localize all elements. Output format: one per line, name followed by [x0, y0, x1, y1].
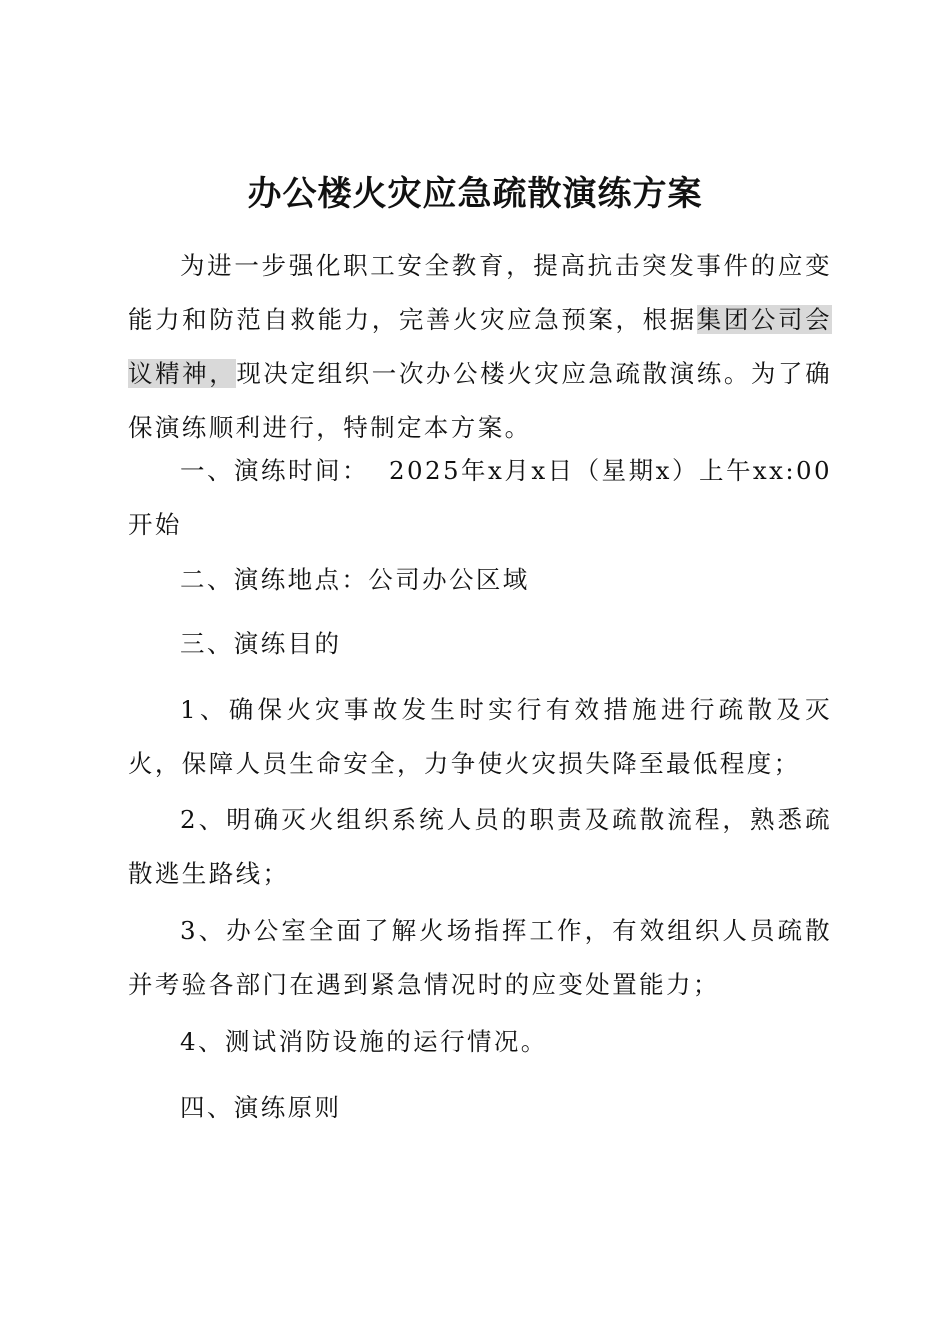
purpose-item: 4、测试消防设施的运行情况。 — [180, 1027, 548, 1056]
section-time — [128, 444, 832, 552]
purpose-item: 3、办公室全面了解火场指挥工作，有效组织人员疏散并考验各部门在遇到紧急情况时的应变处置能力； — [128, 916, 832, 999]
intro-text-before: 为进一步强化职工安全教育，提高抗击突发事件的应变能力和防范自救能力，完善火灾应急预案，根据 — [128, 251, 832, 334]
section-purpose-heading: 三、演练目的 — [180, 629, 342, 658]
intro-paragraph — [128, 239, 832, 455]
intro-text-after: 现决定组织一次办公楼火灾应急疏散演练。为了确保演练顺利进行，特制定本方案。 — [128, 359, 832, 442]
purpose-item: 1、确保火灾事故发生时实行有效措施进行疏散及灭火，保障人员生命安全，力争使火灾损失降至最低程度； — [128, 695, 832, 778]
section-time-label: 一、演练时间： — [180, 456, 369, 485]
section-location: 二、演练地点：公司办公区域 — [180, 565, 530, 594]
section-principle-heading: 四、演练原则 — [180, 1093, 342, 1122]
section-time-value: 2025年x月x日（星期x）上午xx:00开始 — [128, 456, 832, 539]
document-title: 办公楼火灾应急疏散演练方案 — [247, 174, 703, 214]
highlighted-text: 集团公司会议精神， — [128, 305, 833, 388]
purpose-item: 2、明确灭火组织系统人员的职责及疏散流程，熟悉疏散逃生路线； — [128, 805, 832, 888]
